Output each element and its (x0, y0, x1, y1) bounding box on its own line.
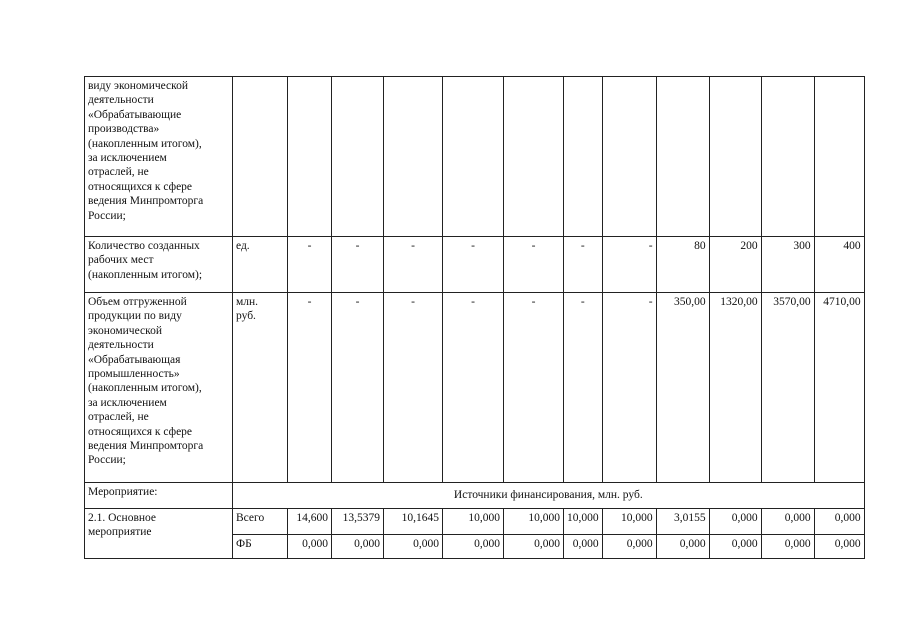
value-cell: 0,000 (602, 535, 656, 559)
value-cell: 0,000 (332, 535, 384, 559)
value-cell: - (443, 237, 504, 293)
value-cell: 10,000 (564, 509, 603, 535)
activity-name-cell: 2.1. Основное мероприятие (85, 509, 233, 559)
funding-source-cell: ФБ (233, 535, 288, 559)
value-cell: - (384, 237, 443, 293)
value-cell: - (504, 237, 564, 293)
value-cell: - (602, 293, 656, 483)
value-cell: - (564, 237, 603, 293)
activity-label-cell: Мероприятие: (85, 483, 233, 509)
value-cell: - (384, 293, 443, 483)
unit-cell: млн. руб. (233, 293, 288, 483)
value-cell: - (443, 293, 504, 483)
table-row-jobs-created (85, 237, 865, 293)
value-cell: 4710,00 (814, 293, 864, 483)
value-cell: - (504, 293, 564, 483)
value-cell: 0,000 (288, 535, 332, 559)
value-cell: - (288, 237, 332, 293)
value-cell: 1320,00 (709, 293, 761, 483)
value-cell: 200 (709, 237, 761, 293)
unit-cell (233, 77, 288, 237)
unit-cell: ед. (233, 237, 288, 293)
value-cell: 10,000 (504, 509, 564, 535)
value-cell: 0,000 (656, 535, 709, 559)
indicator-name-cell: Количество созданных рабочих мест (накопленным итогом); (85, 237, 233, 293)
value-cell: - (564, 293, 603, 483)
funding-source-cell: Всего (233, 509, 288, 535)
value-cell: - (288, 293, 332, 483)
value-cell: 400 (814, 237, 864, 293)
value-cell: - (332, 293, 384, 483)
value-cell: 350,00 (656, 293, 709, 483)
value-cell: 0,000 (443, 535, 504, 559)
table-row-activity-type (85, 77, 865, 237)
table-row-activity-total (85, 509, 865, 535)
value-cell: 0,000 (761, 535, 814, 559)
value-cell: 14,600 (288, 509, 332, 535)
value-cell: - (602, 237, 656, 293)
value-cell: 0,000 (709, 535, 761, 559)
value-cell: - (332, 237, 384, 293)
value-cell: 3570,00 (761, 293, 814, 483)
value-cell: 0,000 (814, 535, 864, 559)
funding-sources-header: Источники финансирования, млн. руб. (233, 483, 865, 509)
indicator-name-cell: Объем отгруженной продукции по виду экономической деятельности «Обрабатывающая промышленность» (накопленным итогом), за исключением отраслей, не относящихся к сфере ведения Минпромторга России; (85, 293, 233, 483)
value-cell: 300 (761, 237, 814, 293)
value-cell: 13,5379 (332, 509, 384, 535)
value-cell: 10,000 (602, 509, 656, 535)
value-cell: 80 (656, 237, 709, 293)
value-cell: 0,000 (761, 509, 814, 535)
indicator-description-cell: виду экономической деятельности «Обрабатывающие производства» (накопленным итогом), за исключением отраслей, не относящихся к сфере ведения Минпромторга России; (85, 77, 233, 237)
value-cell: 0,000 (709, 509, 761, 535)
value-cell: 10,1645 (384, 509, 443, 535)
table-row-funding-header (85, 483, 865, 509)
value-cell: 10,000 (443, 509, 504, 535)
value-cell: 3,0155 (656, 509, 709, 535)
value-cell: 0,000 (384, 535, 443, 559)
value-cell: 0,000 (814, 509, 864, 535)
value-cell: 0,000 (504, 535, 564, 559)
table-row-shipped-volume (85, 293, 865, 483)
value-cell: 0,000 (564, 535, 603, 559)
indicators-table (84, 76, 865, 559)
